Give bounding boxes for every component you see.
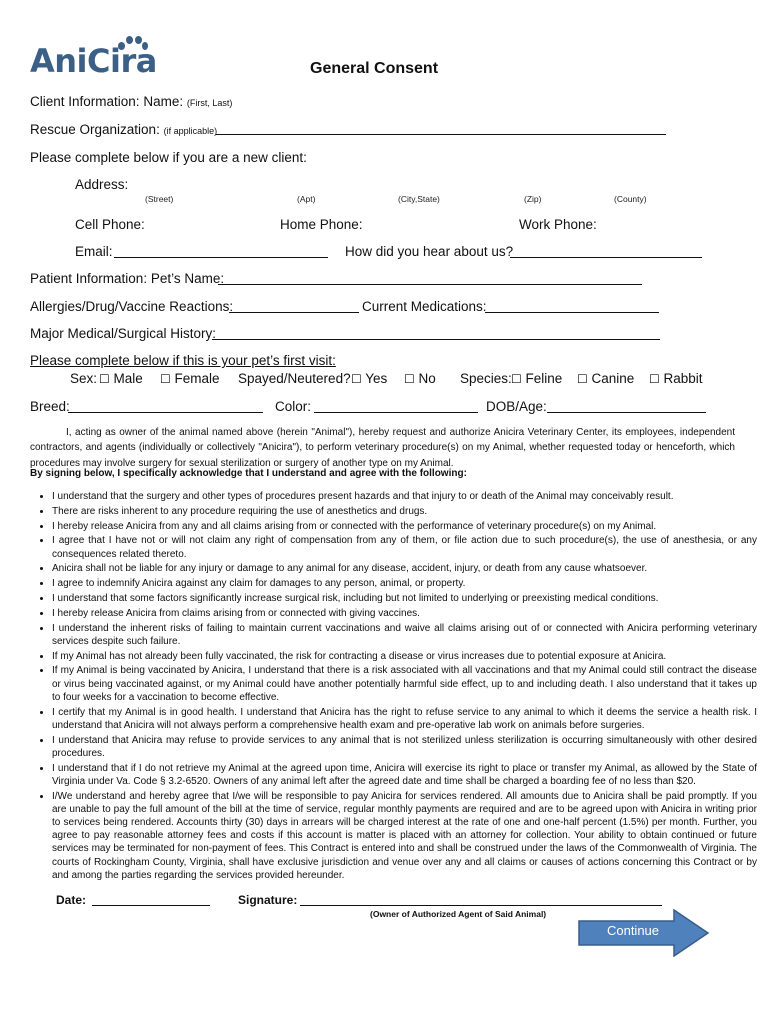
name-hint: (First, Last) [186,98,233,108]
address-county-hint: (County) [614,194,647,204]
continue-button[interactable] [578,909,710,957]
medications-field[interactable] [485,312,659,313]
owner-note: (Owner of Authorized Agent of Said Animal) [370,909,547,919]
address-street-hint: (Street) [145,194,174,204]
sex-label: Sex: [70,371,98,386]
sex-male-option[interactable] [99,371,143,386]
hear-about-field[interactable] [510,257,702,258]
home-phone-label: Home Phone: [280,217,363,232]
new-client-prompt: Please complete below if you are a new client: [30,150,307,165]
address-city-hint: (City,State) [398,194,440,204]
breed-field[interactable] [68,412,263,413]
dob-field[interactable] [547,412,706,413]
species-feline-option[interactable] [511,371,562,386]
signature-field[interactable] [300,905,662,906]
logo-text: AniCira [30,42,157,80]
consent-acknowledgement: By signing below, I specifically acknowledge that I understand and agree with the following: [30,468,467,479]
signature-label: Signature: [238,893,298,907]
email-field[interactable] [114,257,328,258]
consent-term: • If my Animal has not already been fully vaccinated, the risk for contracting a disease or virus increases due to potential exposure at Anicira. [52,650,757,663]
species-rabbit-option[interactable] [649,371,703,386]
checkbox-icon[interactable]: ☐ [511,372,522,386]
color-field[interactable] [314,412,478,413]
consent-term: • I understand that the surgery and other types of procedures present hazards and that injury to or death of the Animal may conceivably result. [52,490,757,503]
consent-term: • I hereby release Anicira from claims arising from or connected with giving vaccines. [52,607,757,620]
continue-label: Continue [606,923,660,938]
address-apt-hint: (Apt) [297,194,316,204]
male-label: Male [113,371,143,386]
client-info-label: Client Information: [30,94,140,109]
checkbox-icon[interactable]: ☐ [351,372,362,386]
consent-term: • I certify that my Animal is in good health. I understand that Anicira has the right to refuse service to any animal to which it deems the service a health risk. I understand that Anicira will not always perform a comprehensive health exam and pre-operative lab work on animals before surgeries. [52,706,757,732]
rabbit-label: Rabbit [663,371,703,386]
consent-term: • I understand the inherent risks of failing to maintain current vaccinations and waive all claims arising out of or connected with Anicira performing veterinary services despite such failure. [52,622,757,648]
page-title: General Consent [310,60,439,77]
anicira-logo [30,36,170,84]
history-field[interactable] [212,339,660,340]
allergies-label: Allergies/Drug/Vaccine Reactions: [30,299,234,314]
history-label: Major Medical/Surgical History: [30,326,217,341]
consent-term: • I understand that Anicira may refuse to provide services to any animal that is not sterilized unless sterilization is occurring simultaneously with other desired procedures. [52,734,757,760]
yes-label: Yes [365,371,388,386]
email-label: Email: [75,244,113,259]
checkbox-icon[interactable]: ☐ [577,372,588,386]
consent-term: • I understand that if I do not retrieve my Animal at the agreed upon time, Anicira will exercise its right to place or transfer my Animal, as allowed by the State of Virginia under Va. Code § 3.2-6520. Owners of any animal left after the agreed date and time shall be charged a boarding fee of no less than $20. [52,762,757,788]
address-zip-hint: (Zip) [524,194,542,204]
consent-term: • There are risks inherent to any procedure requiring the use of anesthetics and drugs. [52,505,757,518]
breed-label: Breed: [30,399,70,414]
spayed-no-option[interactable] [404,371,436,386]
species-canine-option[interactable] [577,371,634,386]
no-label: No [418,371,436,386]
consent-term: • I agree to indemnify Anicira against any claim for damages to any person, animal, or property. [52,577,757,590]
checkbox-icon[interactable]: ☐ [99,372,110,386]
consent-terms-list [30,490,757,884]
spayed-yes-option[interactable] [351,371,387,386]
sex-female-option[interactable] [160,371,220,386]
rescue-row [30,122,217,137]
canine-label: Canine [591,371,635,386]
rescue-hint: (if applicable) [163,126,218,136]
client-name-row [30,94,232,109]
dob-label: DOB/Age: [486,399,547,414]
spayed-label: Spayed/Neutered? [238,371,351,386]
consent-term: • If my Animal is being vaccinated by Anicira, I understand that there is a risk associated with all vaccinations and that my Animal could still contract the disease or virus being vaccinated against, or my Animal could have another potentially harmful side effect, up to and including death. I also understand that it takes up to four weeks for a vaccination to become effective. [52,664,757,704]
consent-term: • I/We understand and hereby agree that I/we will be responsible to pay Anicira for services rendered. All amounts due to Anicira shall be paid promptly. If you are unable to pay the full amount of the bill at the time of service, regular monthly payments are required and are to be agreed upon with Anicira in writing prior to services being rendered. Accounts thirty (30) days in arrears will be charged interest at the rate of one and one-half percent (1.5%) per month. Further, you agree to pay reasonable attorney fees and costs if this account is matter is placed with an attorney for collection. Your ability to obtain continued or future services may be terminated for non-payment of fees. This Contract is entered into and shall be construed under the laws of the Commonwealth of Virginia. The courts of Rockingham County, Virginia, shall have exclusive jurisdiction and venue over any and all claims or causes of actions concerning this Contract or by and among the parties regarding the services provided hereunder. [52,790,757,882]
female-label: Female [174,371,220,386]
hear-about-label: How did you hear about us? [345,244,514,259]
allergies-field[interactable] [229,312,359,313]
pet-name-field[interactable] [218,284,642,285]
date-field[interactable] [92,905,210,906]
first-visit-prompt: Please complete below if this is your pet’s first visit: [30,353,336,368]
checkbox-icon[interactable]: ☐ [160,372,171,386]
checkbox-icon[interactable]: ☐ [649,372,660,386]
consent-term: • I understand that some factors significantly increase surgical risk, including but not limited to underlying or preexisting medical conditions. [52,592,757,605]
medications-label: Current Medications: [362,299,487,314]
consent-intro: I, acting as owner of the animal named above (herein "Animal"), hereby request and authorize Anicira Veterinary Center, its employees, independent contractors, and agents (individually or collectively "Anicira"), to perform veterinary procedure(s) on my Animal, whether requested today or henceforth, which procedures may involve surgery for sexual sterilization or surgery of another type on my Animal. [30,427,735,469]
rescue-field[interactable] [216,134,666,135]
pet-name-label: Patient Information: Pet’s Name: [30,271,225,286]
name-label: Name: [143,94,184,109]
species-label: Species: [460,371,512,386]
cell-phone-label: Cell Phone: [75,217,145,232]
rescue-label: Rescue Organization: [30,122,160,137]
color-label: Color: [275,399,312,414]
consent-term: • I agree that I have not or will not claim any right of compensation from any of them, or file action due to such procedure(s), the use of anesthesia, or any consequences related thereto. [52,534,757,560]
work-phone-label: Work Phone: [519,217,597,232]
feline-label: Feline [525,371,563,386]
consent-term: • I hereby release Anicira from any and all claims arising from or connected with the performance of veterinary procedure(s) on my Animal. [52,520,757,533]
checkbox-icon[interactable]: ☐ [404,372,415,386]
address-label: Address: [75,177,129,192]
date-label: Date: [56,893,87,907]
consent-term: • Anicira shall not be liable for any injury or damage to any animal for any disease, accident, injury, or death from any cause whatsoever. [52,562,757,575]
